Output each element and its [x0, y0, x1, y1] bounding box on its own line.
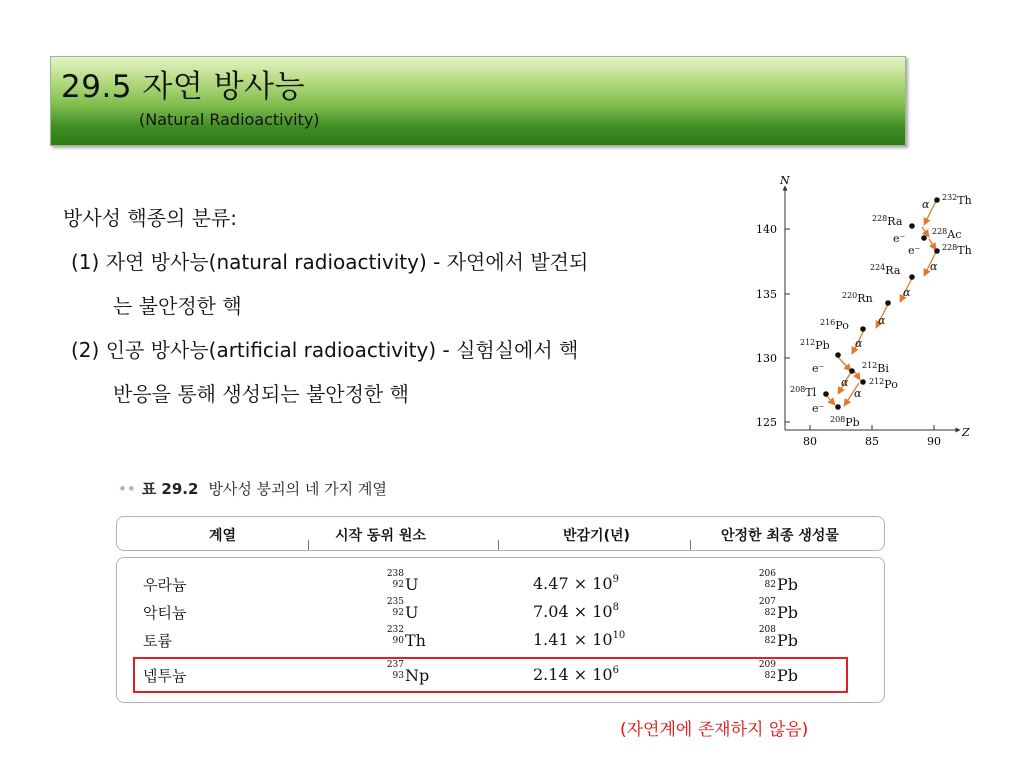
final-product: 206 82 Pb	[758, 568, 799, 594]
series-name: 악티늄	[143, 604, 187, 622]
half-life: $7.04 \times 10^8$	[533, 602, 619, 621]
beta-label: e⁻	[812, 402, 825, 415]
y-tick-label: 140	[756, 223, 777, 236]
header-divider	[690, 540, 691, 550]
label-ac228: $^{228}$Ac	[932, 227, 962, 241]
y-axis-label: N	[780, 174, 790, 187]
start-isotope: 235 92 U	[386, 596, 419, 622]
caption-bullet-icon: ••	[118, 480, 136, 498]
item1-line2: 는 불안정한 핵	[113, 294, 242, 318]
point-po212	[860, 379, 866, 385]
page-title: 29.5 자연 방사능	[61, 69, 305, 105]
final-product: 207 82 Pb	[758, 596, 799, 622]
alpha-label: α	[855, 337, 863, 350]
x-tick-label: 90	[927, 435, 941, 448]
alpha-label: α	[922, 198, 930, 211]
y-tick-label: 125	[756, 416, 777, 429]
final-product: 209 82 Pb	[758, 659, 799, 685]
point-ac228	[921, 235, 927, 241]
alpha-label: α	[930, 260, 938, 273]
label-po212: $^{212}$Po	[869, 377, 898, 391]
item2-line2: 반응을 통해 생성되는 불안정한 핵	[113, 382, 409, 406]
classification-text	[63, 196, 743, 416]
alpha-label: α	[903, 286, 911, 299]
x-tick-label: 85	[865, 435, 879, 448]
table-caption	[118, 478, 387, 499]
series-name: 넵투늄	[143, 667, 187, 685]
start-isotope: 232 90 Th	[386, 624, 426, 650]
alpha-label: α	[878, 314, 886, 327]
header-divider	[498, 540, 499, 550]
beta-label: e⁻	[908, 244, 921, 257]
half-life: $4.47 \times 10^9$	[533, 574, 619, 593]
point-ra224	[909, 274, 915, 280]
label-rn220: $^{220}$Rn	[842, 291, 873, 305]
point-rn220	[885, 300, 891, 306]
label-th232: $^{232}$Th	[942, 193, 972, 207]
half-life: $1.41 \times 10^{10}$	[533, 630, 626, 649]
alpha-label: α	[854, 387, 862, 400]
label-ra224: $^{224}$Ra	[870, 263, 901, 277]
header-divider	[308, 540, 309, 550]
point-pb208	[835, 404, 841, 410]
point-th232	[934, 197, 940, 203]
header-start-isotope: 시작 동위 원소	[335, 528, 426, 544]
start-isotope: 237 93 Np	[386, 659, 430, 685]
label-bi212: $^{212}$Bi	[862, 361, 889, 375]
title-banner	[50, 56, 906, 146]
beta-label: e⁻	[893, 232, 906, 245]
label-pb208: $^{208}$Pb	[830, 415, 860, 429]
header-final-product: 안정한 최종 생성물	[721, 528, 839, 544]
table-number: 표 29.2	[141, 480, 199, 498]
point-po216	[860, 326, 866, 332]
thorium-decay-chart	[748, 168, 988, 458]
point-pb212	[835, 352, 841, 358]
half-life: $2.14 \times 10^6$	[533, 665, 619, 684]
table-row	[117, 624, 884, 653]
header-series: 계열	[209, 528, 237, 544]
page-subtitle: (Natural Radioactivity)	[139, 110, 320, 129]
series-name: 우라늄	[143, 576, 187, 594]
point-tl208	[823, 391, 829, 397]
alpha-label: α	[841, 376, 849, 389]
table-caption-text: 방사성 붕괴의 네 가지 계열	[208, 480, 387, 498]
item1-line1: (1) 자연 방사능(natural radioactivity) - 자연에서 발견되	[71, 250, 589, 274]
table-header	[116, 516, 885, 551]
point-ra228	[909, 223, 915, 229]
x-tick-label: 80	[803, 435, 817, 448]
x-ticks	[803, 425, 941, 448]
table-row	[117, 568, 884, 597]
header-half-life: 반감기(년)	[563, 528, 630, 544]
neptunium-highlight-box	[133, 657, 848, 693]
series-name: 토륨	[143, 632, 172, 650]
intro-line: 방사성 핵종의 분류:	[63, 206, 238, 230]
label-ra228: $^{228}$Ra	[872, 214, 903, 228]
label-tl208: $^{208}$Tl	[790, 385, 817, 399]
not-in-nature-note: (자연계에 존재하지 않음)	[620, 720, 809, 740]
label-pb212: $^{212}$Pb	[800, 338, 830, 352]
point-th228	[934, 248, 940, 254]
beta-label: e⁻	[812, 362, 825, 375]
start-isotope: 238 92 U	[386, 568, 419, 594]
x-axis-label: Z	[962, 426, 970, 439]
y-tick-label: 135	[756, 288, 777, 301]
final-product: 208 82 Pb	[758, 624, 799, 650]
point-bi212	[849, 368, 855, 374]
label-th228: $^{228}$Th	[942, 243, 972, 257]
label-po216: $^{216}$Po	[820, 318, 849, 332]
y-tick-label: 130	[756, 352, 777, 365]
item2-line1: (2) 인공 방사능(artificial radioactivity) - 실험실에서 핵	[71, 338, 579, 362]
table-row	[117, 596, 884, 625]
